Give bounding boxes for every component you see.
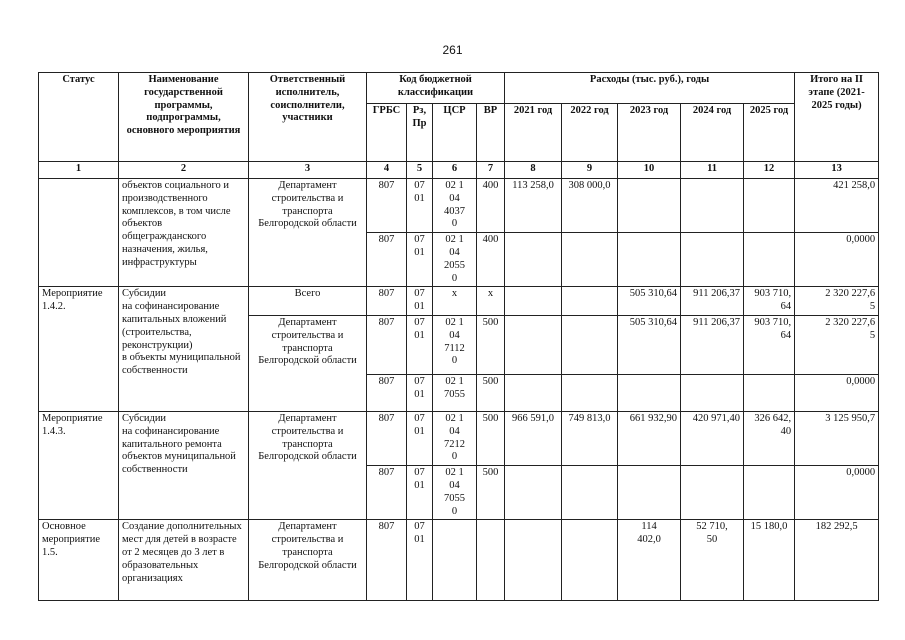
y2024-cell (681, 374, 744, 411)
header-rz-pr: Рз, Пр (407, 104, 433, 162)
y2023-cell: 114 402,0 (618, 520, 681, 601)
y2022-cell (562, 315, 618, 374)
y2022-cell (562, 287, 618, 316)
grbs-cell: 807 (367, 233, 407, 287)
rz-cell: 07 01 (407, 233, 433, 287)
y2021-cell (505, 287, 562, 316)
y2024-cell: 911 206,37 (681, 315, 744, 374)
status-cell: Мероприятие 1.4.3. (39, 411, 119, 519)
csr-cell: 02 1 04 7212 0 (433, 411, 477, 465)
total-cell: 0,0000 (795, 466, 879, 520)
grbs-cell: 807 (367, 411, 407, 465)
responsible-cell: Всего (249, 287, 367, 316)
y2021-cell: 966 591,0 (505, 411, 562, 465)
total-cell: 0,0000 (795, 374, 879, 411)
col-number: 3 (249, 162, 367, 179)
page-number: 261 (442, 43, 463, 57)
vr-cell: 400 (477, 179, 505, 233)
grbs-cell: 807 (367, 520, 407, 601)
col-number: 8 (505, 162, 562, 179)
y2021-cell (505, 233, 562, 287)
y2022-cell: 749 813,0 (562, 411, 618, 465)
table-row (39, 179, 879, 233)
responsible-cell: Департамент строительства и транспорта Белгородской области (249, 520, 367, 601)
y2025-cell: 903 710, 64 (744, 287, 795, 316)
grbs-cell: 807 (367, 315, 407, 374)
status-cell: Мероприятие 1.4.2. (39, 287, 119, 412)
table-row (39, 520, 879, 601)
y2021-cell: 113 258,0 (505, 179, 562, 233)
y2025-cell: 15 180,0 (744, 520, 795, 601)
header-2022: 2022 год (562, 104, 618, 162)
y2023-cell: 661 932,90 (618, 411, 681, 465)
y2021-cell (505, 315, 562, 374)
vr-cell: 400 (477, 233, 505, 287)
rz-cell: 07 01 (407, 374, 433, 411)
grbs-cell: 807 (367, 374, 407, 411)
y2025-cell (744, 466, 795, 520)
total-cell: 3 125 950,7 (795, 411, 879, 465)
name-cell: Создание дополнительных мест для детей в возрасте от 2 месяцев до 3 лет в образовательных организациях (119, 520, 249, 601)
budget-table (38, 72, 879, 601)
header-expenses: Расходы (тыс. руб.), годы (505, 73, 795, 104)
y2024-cell: 52 710, 50 (681, 520, 744, 601)
header-responsible: Ответственный исполнитель, соисполнители, участники (249, 73, 367, 162)
col-number: 13 (795, 162, 879, 179)
total-cell: 0,0000 (795, 233, 879, 287)
name-cell: Субсидии на софинансирование капитальных вложений (строительства, реконструкции) в объекты муниципальной собственности (119, 287, 249, 412)
y2022-cell (562, 466, 618, 520)
y2025-cell: 326 642, 40 (744, 411, 795, 465)
table-row (39, 287, 879, 316)
csr-cell: 02 1 04 7055 0 (433, 466, 477, 520)
header-2025: 2025 год (744, 104, 795, 162)
grbs-cell: 807 (367, 287, 407, 316)
y2025-cell: 903 710, 64 (744, 315, 795, 374)
col-number: 10 (618, 162, 681, 179)
y2023-cell: 505 310,64 (618, 287, 681, 316)
y2022-cell (562, 520, 618, 601)
y2022-cell: 308 000,0 (562, 179, 618, 233)
grbs-cell: 807 (367, 466, 407, 520)
col-number: 5 (407, 162, 433, 179)
y2024-cell (681, 179, 744, 233)
y2025-cell (744, 233, 795, 287)
rz-cell: 07 01 (407, 287, 433, 316)
rz-cell: 07 01 (407, 466, 433, 520)
y2024-cell: 911 206,37 (681, 287, 744, 316)
responsible-cell: Департамент строительства и транспорта Белгородской области (249, 315, 367, 411)
vr-cell: 500 (477, 374, 505, 411)
name-cell: Субсидии на софинансирование капитального ремонта объектов муниципальной собственности (119, 411, 249, 519)
total-cell: 2 320 227,6 5 (795, 287, 879, 316)
rz-cell: 07 01 (407, 520, 433, 601)
col-number: 6 (433, 162, 477, 179)
responsible-cell: Департамент строительства и транспорта Белгородской области (249, 179, 367, 287)
status-cell: Основное мероприятие 1.5. (39, 520, 119, 601)
responsible-cell: Департамент строительства и транспорта Белгородской области (249, 411, 367, 519)
col-number: 7 (477, 162, 505, 179)
grbs-cell: 807 (367, 179, 407, 233)
y2021-cell (505, 466, 562, 520)
rz-cell: 07 01 (407, 179, 433, 233)
y2023-cell (618, 466, 681, 520)
y2025-cell (744, 179, 795, 233)
vr-cell (477, 520, 505, 601)
y2024-cell (681, 466, 744, 520)
header-csr: ЦСР (433, 104, 477, 162)
header-2024: 2024 год (681, 104, 744, 162)
csr-cell: 02 1 04 2055 0 (433, 233, 477, 287)
col-number: 11 (681, 162, 744, 179)
col-number: 1 (39, 162, 119, 179)
col-number: 12 (744, 162, 795, 179)
total-cell: 182 292,5 (795, 520, 879, 601)
y2025-cell (744, 374, 795, 411)
col-number: 4 (367, 162, 407, 179)
y2021-cell (505, 520, 562, 601)
status-cell (39, 179, 119, 287)
y2021-cell (505, 374, 562, 411)
col-number: 9 (562, 162, 618, 179)
rz-cell: 07 01 (407, 411, 433, 465)
total-cell: 421 258,0 (795, 179, 879, 233)
col-number: 2 (119, 162, 249, 179)
header-row (39, 73, 879, 104)
y2023-cell (618, 233, 681, 287)
y2023-cell (618, 179, 681, 233)
total-cell: 2 320 227,6 5 (795, 315, 879, 374)
vr-cell: 500 (477, 411, 505, 465)
vr-cell: 500 (477, 315, 505, 374)
csr-cell: х (433, 287, 477, 316)
y2023-cell (618, 374, 681, 411)
vr-cell: х (477, 287, 505, 316)
vr-cell: 500 (477, 466, 505, 520)
csr-cell: 02 1 04 7112 0 (433, 315, 477, 374)
header-vr: ВР (477, 104, 505, 162)
header-name: Наименование государственной программы, подпрограммы, основного мероприятия (119, 73, 249, 162)
header-total: Итого на II этапе (2021-2025 годы) (795, 73, 879, 162)
column-number-row (39, 162, 879, 179)
header-grbs: ГРБС (367, 104, 407, 162)
y2024-cell (681, 233, 744, 287)
table-row (39, 411, 879, 465)
header-2021: 2021 год (505, 104, 562, 162)
y2023-cell: 505 310,64 (618, 315, 681, 374)
header-2023: 2023 год (618, 104, 681, 162)
header-budget-code: Код бюджетной классификации (367, 73, 505, 104)
csr-cell: 02 1 04 4037 0 (433, 179, 477, 233)
rz-cell: 07 01 (407, 315, 433, 374)
y2022-cell (562, 374, 618, 411)
name-cell: объектов социального и производственного комплексов, в том числе объектов общегражданского назначения, жилья, инфраструктуры (119, 179, 249, 287)
y2022-cell (562, 233, 618, 287)
csr-cell: 02 1 7055 (433, 374, 477, 411)
y2024-cell: 420 971,40 (681, 411, 744, 465)
csr-cell (433, 520, 477, 601)
header-status: Статус (39, 73, 119, 162)
